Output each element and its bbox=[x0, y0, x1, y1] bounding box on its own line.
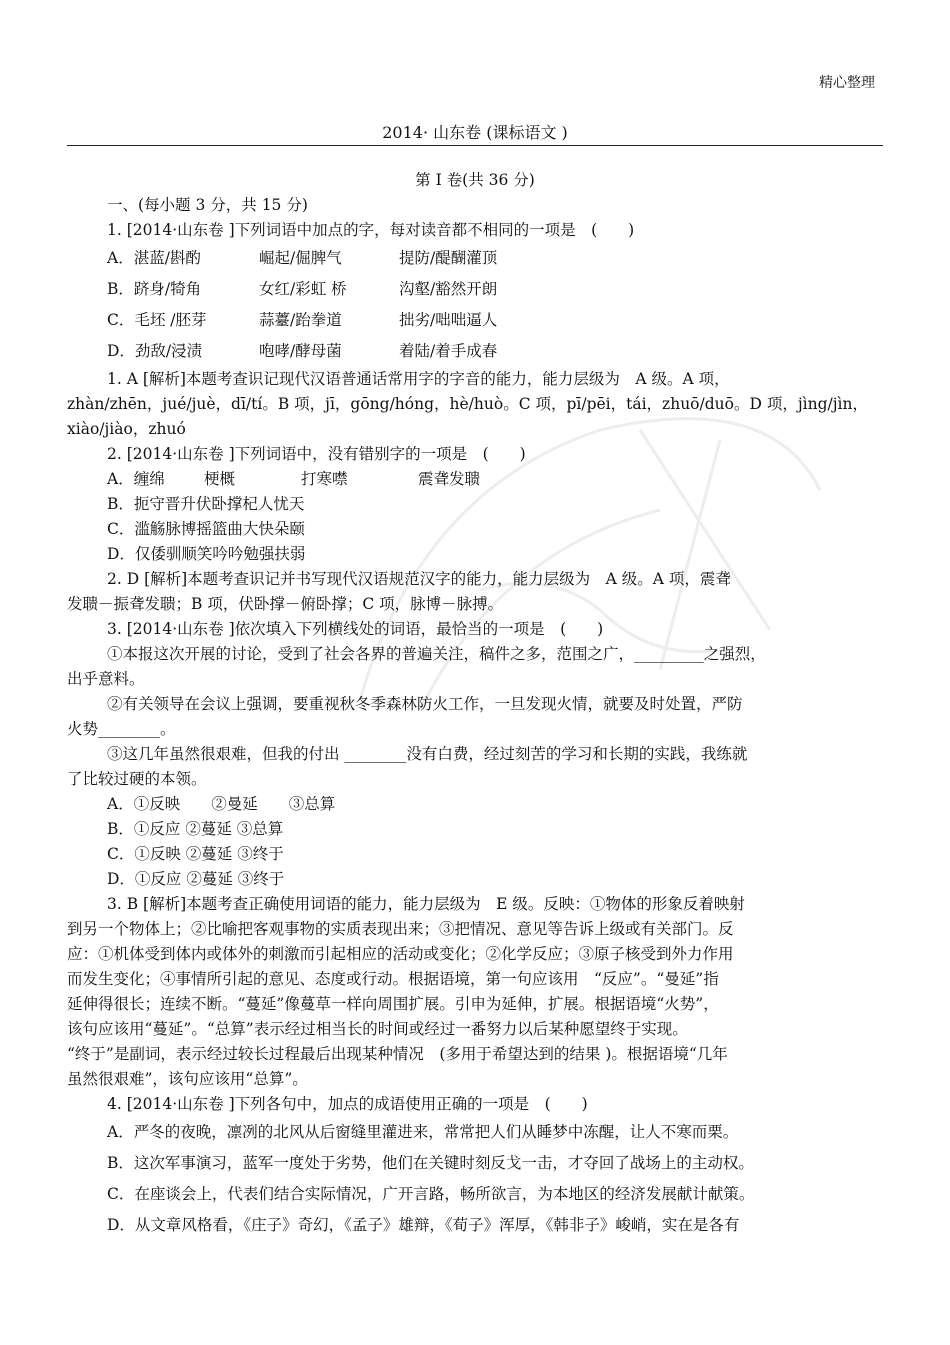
q3-passage-line: ③这几年虽然很艰难，但我的付出 ________没有白费，经过刻苦的学习和长期的实践，我练就 bbox=[107, 745, 748, 763]
q1-analysis-line: zhàn/zhēn，jué/juè，dī/tí。B 项，jī，gōng/hóng，hè/huò。C 项，pī/pēi，tái，zhuō/duō。D 项，jìng/jìn， bbox=[67, 395, 868, 413]
q2-option-b: B．扼守晋升伏卧撑杞人忧天 bbox=[107, 495, 305, 513]
document-title: 2014· 山东卷 (课标语文 ) bbox=[382, 123, 568, 142]
q4-stem: 4. [2014·山东卷 ]下列各句中，加点的成语使用正确的一项是 ( ) bbox=[107, 1095, 588, 1113]
q2-analysis-line: 2. D [解析]本题考查识记并书写现代汉语规范汉字的能力，能力层级为 A 级。A 项，震聋 bbox=[107, 570, 731, 588]
q3-analysis-line: 到另一个物体上；②比喻把客观事物的实质表现出来；③把情况、意见等告诉上级或有关部门。反 bbox=[67, 920, 734, 938]
q1-analysis-line: 1. A [解析]本题考查识记现代汉语普通话常用字的字音的能力，能力层级为 A 级。A 项， bbox=[107, 370, 730, 388]
title-divider bbox=[67, 145, 883, 146]
q4-option-a: A．严冬的夜晚，凛冽的北风从后窗缝里灌进来，常常把人们从睡梦中冻醒，让人不寒而栗。 bbox=[107, 1123, 739, 1141]
q3-passage-line: ②有关领导在会议上强调，要重视秋冬季森林防火工作，一旦发现火情，就要及时处置，严防 bbox=[107, 695, 743, 713]
q3-option-b: B．①反应 ②蔓延 ③总算 bbox=[107, 820, 284, 838]
q3-analysis-line: 应：①机体受到体内或体外的刺激而引起相应的活动或变化；②化学反应；③原子核受到外力作用 bbox=[67, 945, 734, 963]
q1-analysis-line: xiào/jiào，zhuó bbox=[67, 420, 186, 438]
q1-option-b: B．跻身/犄角 女红/彩虹 桥 沟壑/豁然开朗 bbox=[107, 280, 498, 298]
q3-analysis-line: 延伸得很长；连续不断。“蔓延”像蔓草一样向周围扩展。引申为延伸，扩展。根据语境“火势”， bbox=[67, 995, 719, 1013]
q3-passage-line: ①本报这次开展的讨论，受到了社会各界的普遍关注，稿件之多，范围之广，_________之强烈， bbox=[107, 645, 766, 663]
q3-passage-line: 了比较过硬的本领。 bbox=[67, 770, 207, 788]
q1-option-d: D．劲敌/浸渍 咆哮/酵母菌 着陆/着手成春 bbox=[107, 342, 498, 360]
q3-passage-line: 出乎意料。 bbox=[67, 670, 145, 688]
q3-analysis-line: “终于”是副词，表示经过较长过程最后出现某种情况 (多用于希望达到的结果 )。根据语境“几年 bbox=[67, 1045, 728, 1063]
q3-option-c: C．①反映 ②蔓延 ③终于 bbox=[107, 845, 284, 863]
main-content bbox=[67, 168, 883, 1241]
part-heading: 一、(每小题 3 分，共 15 分) bbox=[107, 196, 308, 214]
q4-option-b: B．这次军事演习，蓝军一度处于劣势，他们在关键时刻反戈一击，才夺回了战场上的主动权。 bbox=[107, 1154, 754, 1172]
q2-option-d: D．仅倭驯顺笑吟吟勉强扶弱 bbox=[107, 545, 306, 563]
header-note: 精心整理 bbox=[819, 75, 875, 91]
q3-passage-line: 火势________。 bbox=[67, 720, 176, 738]
q4-option-c: C．在座谈会上，代表们结合实际情况，广开言路，畅所欲言，为本地区的经济发展献计献策。 bbox=[107, 1185, 755, 1203]
q3-stem: 3. [2014·山东卷 ]依次填入下列横线处的词语，最恰当的一项是 ( ) bbox=[107, 620, 604, 638]
q3-analysis-line: 该句应该用“蔓延”。“总算”表示经过相当长的时间或经过一番努力以后某种愿望终于实现。 bbox=[67, 1020, 688, 1038]
q1-stem: 1. [2014·山东卷 ]下列词语中加点的字，每对读音都不相同的一项是 ( ) bbox=[107, 221, 635, 239]
q4-option-d: D．从文章风格看，《庄子》奇幻，《孟子》雄辩，《荀子》浑厚，《韩非子》峻峭，实在是各有 bbox=[107, 1216, 740, 1234]
q2-option-a: A．缠绵 梗概 打寒噤 震聋发聩 bbox=[107, 470, 481, 488]
q2-analysis-line: 发聩－振聋发聩；B 项，伏卧撑－俯卧撑；C 项，脉博－脉搏。 bbox=[67, 595, 504, 613]
section-heading: 第 I 卷(共 36 分) bbox=[415, 171, 535, 189]
q3-analysis-line: 虽然很艰难”，该句应该用“总算”。 bbox=[67, 1070, 308, 1088]
q1-option-c: C．毛坯 /胚芽 蒜薹/跆拳道 拙劣/咄咄逼人 bbox=[107, 311, 498, 329]
q3-analysis-line: 3. B [解析]本题考查正确使用词语的能力，能力层级为 E 级。反映：①物体的形象反着映射 bbox=[107, 895, 745, 913]
q3-option-d: D．①反应 ②蔓延 ③终于 bbox=[107, 870, 285, 888]
q3-option-a: A．①反映 ②曼延 ③总算 bbox=[107, 795, 336, 813]
q2-stem: 2. [2014·山东卷 ]下列词语中，没有错别字的一项是 ( ) bbox=[107, 445, 526, 463]
q1-option-a: A．湛蓝/斟酌 崛起/倔脾气 提防/醍醐灌顶 bbox=[107, 249, 498, 267]
q3-analysis-line: 而发生变化；④事情所引起的意见、态度或行动。根据语境，第一句应该用 “反应”。“曼延”指 bbox=[67, 970, 719, 988]
q2-option-c: C．滥觞脉博摇篮曲大快朵颐 bbox=[107, 520, 305, 538]
